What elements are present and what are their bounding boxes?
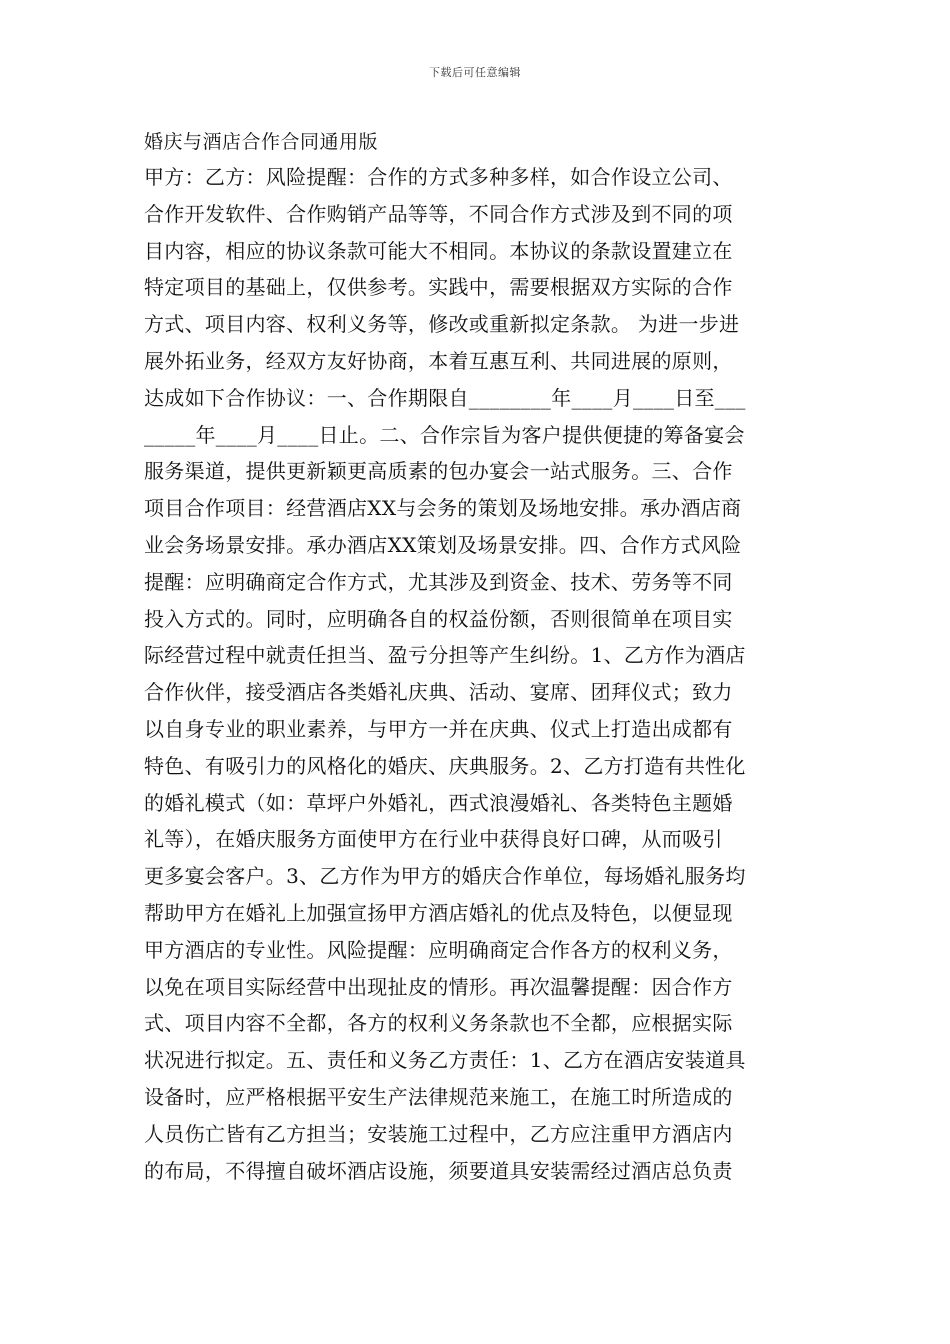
body-text-line: 以免在项目实际经营中出现扯皮的情形。再次温馨提醒：因合作方 bbox=[144, 974, 733, 999]
body-text-line: 甲方酒店的专业性。风险提醒：应明确商定合作各方的权利义务， bbox=[144, 937, 733, 962]
body-text-line: 特色、有吸引力的风格化的婚庆、庆典服务。2、乙方打造有共性化 bbox=[144, 753, 746, 778]
document-body bbox=[144, 159, 824, 1189]
body-text-line: 方式、项目内容、权利义务等，修改或重新拟定条款。 为进一步进 bbox=[144, 312, 740, 337]
body-text-line: 业会务场景安排。承办酒店XX策划及场景安排。四、合作方式风险 bbox=[144, 532, 742, 557]
body-text-line: 的婚礼模式（如：草坪户外婚礼，西式浪漫婚礼、各类特色主题婚 bbox=[144, 790, 733, 815]
body-text-line: 以自身专业的职业素养，与甲方一并在庆典、仪式上打造出成都有 bbox=[144, 716, 733, 741]
body-text-line: 状况进行拟定。五、责任和义务乙方责任：1、乙方在酒店安装道具 bbox=[144, 1048, 746, 1073]
body-text-line: 项目合作项目：经营酒店XX与会务的策划及场地安排。承办酒店商 bbox=[144, 496, 742, 521]
body-text-line: 投入方式的。同时，应明确各自的权益份额，否则很简单在项目实 bbox=[144, 606, 733, 631]
body-text-line: 式、项目内容不全都，各方的权利义务条款也不全都，应根据实际 bbox=[144, 1011, 733, 1036]
body-text-line: 帮助甲方在婚礼上加强宣扬甲方酒店婚礼的优点及特色，以便显现 bbox=[144, 900, 733, 925]
body-text-line: 更多宴会客户。3、乙方作为甲方的婚庆合作单位，每场婚礼服务均 bbox=[144, 864, 746, 889]
body-text-line: 设备时，应严格根据平安生产法律规范来施工，在施工时所造成的 bbox=[144, 1084, 733, 1109]
body-text-line: 目内容，相应的协议条款可能大不相同。本协议的条款设置建立在 bbox=[144, 238, 733, 263]
body-text-line: 的布局，不得擅自破坏酒店设施，须要道具安装需经过酒店总负责 bbox=[144, 1158, 733, 1183]
body-text-line: 展外拓业务，经双方友好协商，本着互惠互利、共同进展的原则， bbox=[144, 348, 733, 373]
body-text-line: 提醒：应明确商定合作方式，尤其涉及到资金、技术、劳务等不同 bbox=[144, 569, 733, 594]
body-text-line: 际经营过程中就责任担当、盈亏分担等产生纠纷。1、乙方作为酒店 bbox=[144, 643, 746, 668]
body-text-line: 合作伙伴，接受酒店各类婚礼庆典、活动、宴席、团拜仪式；致力 bbox=[144, 680, 733, 705]
body-text-line: 合作开发软件、合作购销产品等等，不同合作方式涉及到不同的项 bbox=[144, 201, 733, 226]
page-header-note: 下载后可任意编辑 bbox=[429, 66, 521, 79]
document-title: 婚庆与酒店合作合同通用版 bbox=[144, 131, 379, 153]
body-text-line: 达成如下合作协议：一、合作期限自________年____月____日至___ bbox=[144, 385, 746, 410]
body-text-line: 服务渠道，提供更新颖更高质素的包办宴会一站式服务。三、合作 bbox=[144, 459, 733, 484]
body-text-line: 人员伤亡皆有乙方担当；安装施工过程中，乙方应注重甲方酒店内 bbox=[144, 1121, 733, 1146]
body-text-line: 礼等），在婚庆服务方面使甲方在行业中获得良好口碑，从而吸引 bbox=[144, 827, 723, 852]
body-text-line: _____年____月____日止。二、合作宗旨为客户提供便捷的筹备宴会 bbox=[144, 422, 745, 447]
body-text-line: 特定项目的基础上，仅供参考。实践中，需要根据双方实际的合作 bbox=[144, 275, 733, 300]
body-text-line: 甲方：乙方：风险提醒：合作的方式多种多样，如合作设立公司、 bbox=[144, 165, 733, 189]
